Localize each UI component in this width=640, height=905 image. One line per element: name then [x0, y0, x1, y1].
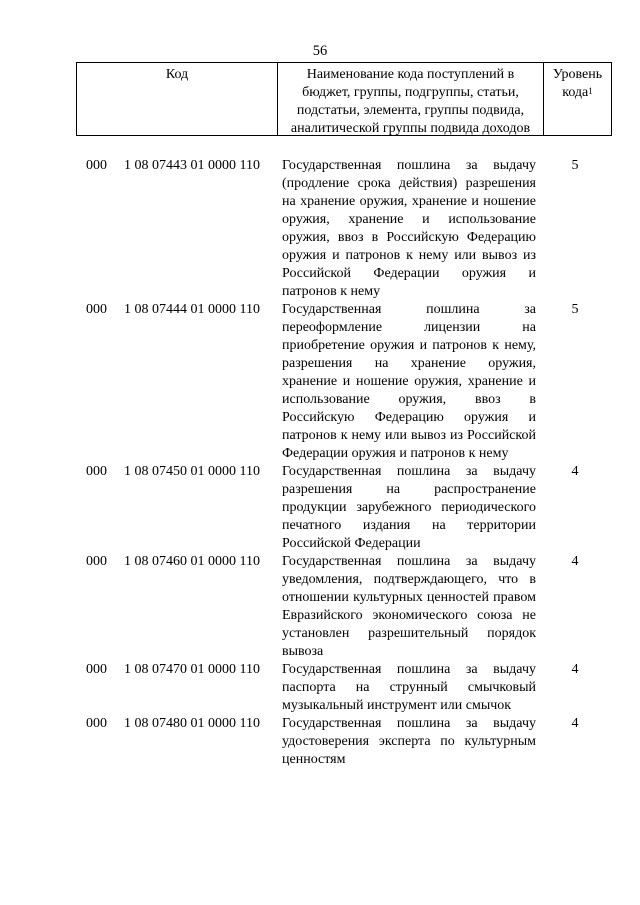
- table-header: [76, 62, 612, 136]
- row-revenue-code: 1 08 07450 01 0000 110: [124, 464, 260, 479]
- row-description: Государственная пошлина за выдачу паспорта на струнный смычковый музыкальный инструмент или смычок: [282, 662, 536, 713]
- row-revenue-code: 1 08 07460 01 0000 110: [124, 554, 260, 569]
- table-row: [0, 463, 640, 553]
- row-level: 4: [571, 554, 579, 569]
- header-name: Наименование кода поступлений в бюджет, группы, подгруппы, статьи, подстатьи, элемента, группы подвида, аналитической группы подвида доходов: [278, 63, 544, 135]
- row-revenue-code: 1 08 07470 01 0000 110: [124, 662, 260, 677]
- row-description: Государственная пошлина за выдачу удостоверения эксперта по культурным ценностям: [282, 716, 536, 767]
- row-level: 5: [571, 158, 579, 173]
- row-revenue-code: 1 08 07443 01 0000 110: [124, 158, 260, 173]
- row-description: Государственная пошлина за выдачу уведомления, подтверждающего, что в отношении культурных ценностей правом Евразийского экономического союза не установлен разрешительный порядок вывоза: [282, 554, 536, 659]
- row-description: Государственная пошлина за выдачу (продление срока действия) разрешения на хранение оружия, хранение и ношение оружия, хранение и использование оружия, ввоз в Российскую Федерацию оружия и патронов к нему или вывоз из Российской Федерации оружия и патронов к нему: [282, 158, 536, 299]
- row-admin-code: 000: [86, 662, 107, 677]
- header-level: [544, 63, 611, 135]
- row-revenue-code: 1 08 07480 01 0000 110: [124, 716, 260, 731]
- table-row: [0, 715, 640, 769]
- row-level: 5: [571, 302, 579, 317]
- table-row: [0, 157, 640, 301]
- row-level: 4: [571, 662, 579, 677]
- table-row: [0, 301, 640, 463]
- row-description: Государственная пошлина за переоформление лицензии на приобретение оружия и патронов к нему, разрешения на хранение оружия, хранение и ношение оружия, хранение и использование оружия, ввоз в Российскую Федерацию оружия и патронов к нему или вывоз из Российской Федерации оружия и патронов к нему: [282, 302, 536, 461]
- row-revenue-code: 1 08 07444 01 0000 110: [124, 302, 260, 317]
- table-body: [0, 157, 640, 769]
- header-level-footnote: 1: [588, 86, 593, 96]
- row-admin-code: 000: [86, 464, 107, 479]
- row-admin-code: 000: [86, 302, 107, 317]
- table-row: [0, 553, 640, 661]
- page-number: 56: [312, 43, 328, 59]
- row-admin-code: 000: [86, 716, 107, 731]
- table-row: [0, 661, 640, 715]
- row-admin-code: 000: [86, 554, 107, 569]
- header-code: Код: [77, 63, 278, 135]
- row-description: Государственная пошлина за выдачу разрешения на распространение продукции зарубежного периодического печатного издания на территории Российской Федерации: [282, 464, 536, 551]
- header-level-label: Уровень кода: [552, 67, 603, 100]
- row-admin-code: 000: [86, 158, 107, 173]
- row-level: 4: [571, 464, 579, 479]
- row-level: 4: [571, 716, 579, 731]
